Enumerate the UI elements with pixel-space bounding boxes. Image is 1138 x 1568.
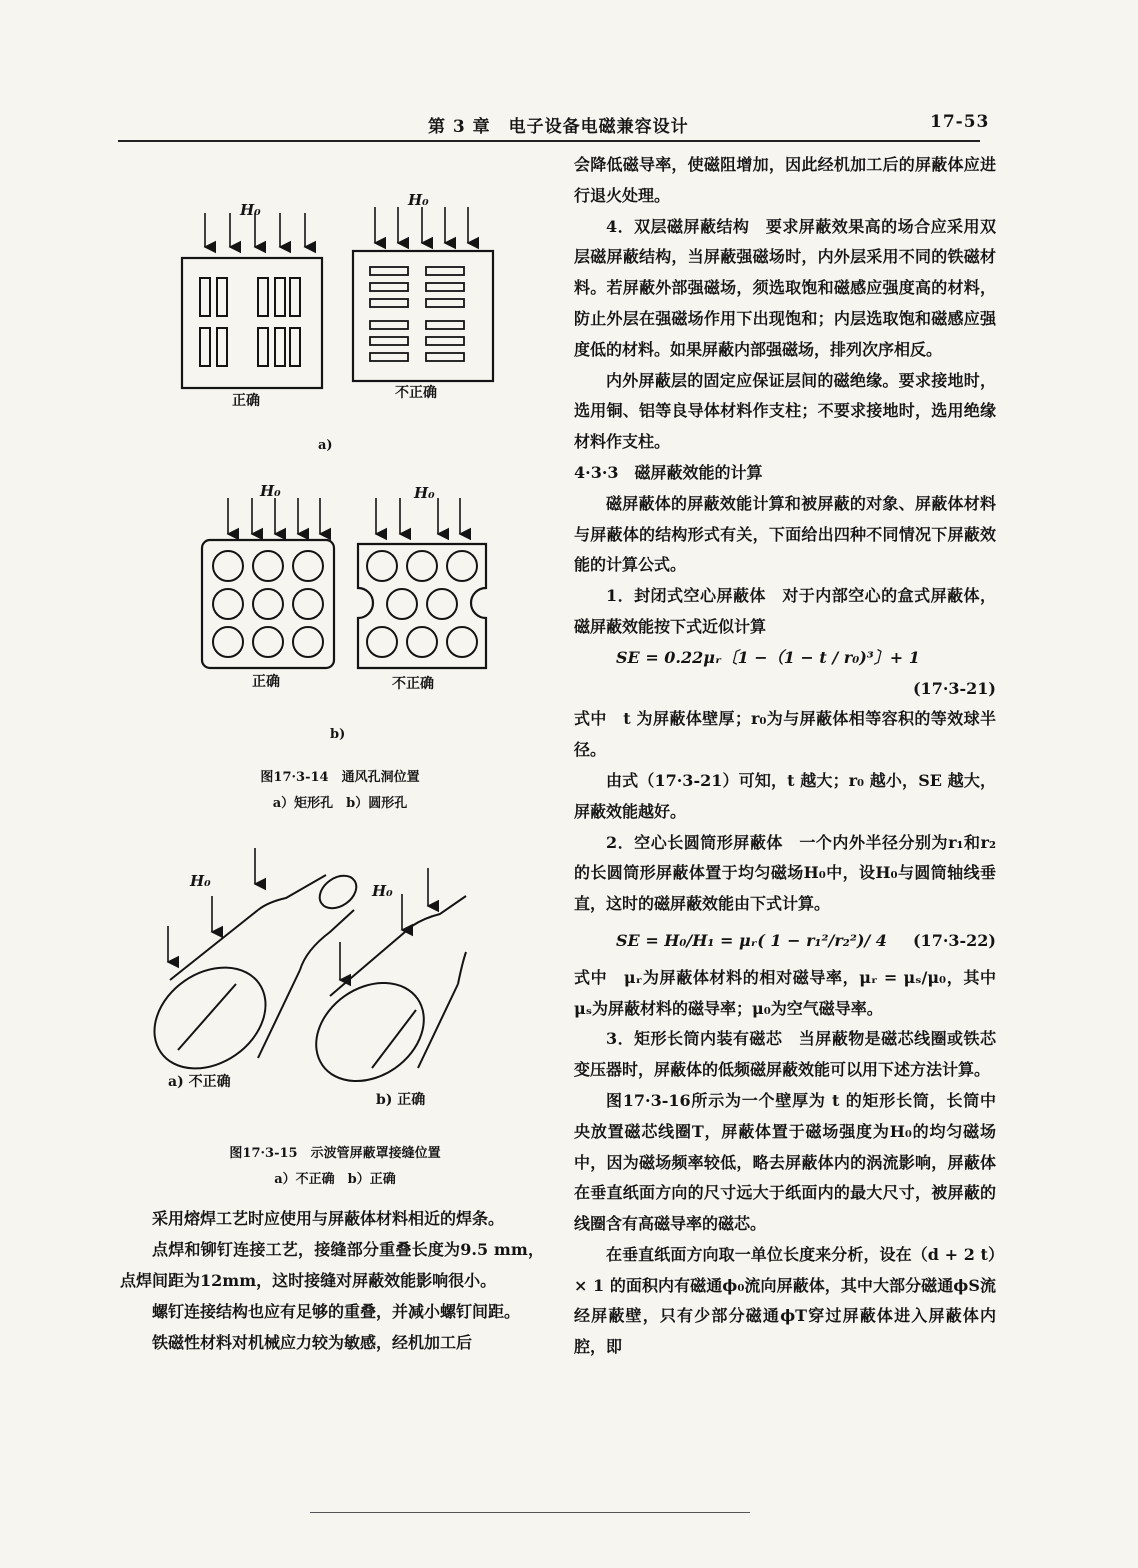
paragraph: 铁磁性材料对机械应力较为敏感，经机加工后 — [152, 1333, 473, 1352]
field-label-b-right: H₀ — [414, 484, 435, 502]
paragraph: 内外屏蔽层的固定应保证层间的磁绝缘。要求接地时，选用铜、铝等良导体材料作支柱；不要求接地时，选用绝缘材料作支柱。 — [574, 370, 996, 452]
paragraph: 螺钉连接结构也应有足够的重叠，并减小螺钉间距。 — [152, 1302, 521, 1321]
equation-17-3-21: SE = 0.22μᵣ〔1 −（1 − t / r₀)³〕+ 1 — [616, 647, 920, 667]
paragraph: 3．矩形长筒内装有磁芯 当屏蔽物是磁芯线圈或铁芯变压器时，屏蔽体的低频磁屏蔽效能可以用下述方法计算。 — [574, 1029, 996, 1080]
figure-14-caption: 图17·3-14 通风孔洞位置 — [260, 770, 420, 785]
label-incorrect-a: 不正确 — [395, 385, 437, 401]
paragraph: 点焊和铆钉连接工艺，接缝部分重叠长度为9.5 mm，点焊间距为12mm，这时接缝对屏蔽效能影响很小。 — [120, 1240, 544, 1290]
figure-14-subcaption: a）矩形孔 b）圆形孔 — [272, 796, 408, 811]
paragraph: 图17·3-16所示为一个壁厚为 t 的矩形长筒，长筒中央放置磁芯线圈T，屏蔽体置于磁场强度为H₀的均匀磁场中，因为磁场频率较低，略去屏蔽体内的涡流影响，屏蔽体在垂直纸面方向的尺寸远大于纸面内的最大尺寸，被屏蔽的线圈含有高磁导率的磁芯。 — [574, 1090, 996, 1234]
label-incorrect-b: 不正确 — [392, 676, 434, 692]
figure-14b-sublabel: b) — [330, 727, 346, 742]
field-label-a-left: H₀ — [240, 201, 261, 219]
paragraph: 2．空心长圆筒形屏蔽体 一个内外半径分别为r₁和r₂ 的长圆筒形屏蔽体置于均匀磁场H₀中，设H₀与圆筒轴线垂直，这时的磁屏蔽效能由下式计算。 — [574, 832, 996, 914]
section-heading: 4·3·3 磁屏蔽效能的计算 — [574, 462, 763, 482]
paragraph: 磁屏蔽体的屏蔽效能计算和被屏蔽的对象、屏蔽体材料与屏蔽体的结构形式有关，下面给出四种不同情况下屏蔽效能的计算公式。 — [574, 493, 996, 575]
label-correct-b: 正确 — [252, 674, 280, 690]
left-column-text — [120, 1203, 544, 1358]
label-correct-a: 正确 — [232, 393, 260, 409]
page-number: 17-53 — [930, 112, 990, 132]
equation-17-3-22: SE = H₀/H₁ = μᵣ( 1 − r₁²/r₂²)/ 4 — [616, 930, 887, 950]
chapter-header: 第 3 章 电子设备电磁兼容设计 — [428, 117, 689, 137]
field-label-b-left: H₀ — [260, 482, 281, 500]
paragraph: 在垂直纸面方向取一单位长度来分析，设在（d + 2 t）× 1 的面积内有磁通ϕ₀流向屏蔽体，其中大部分磁通ϕS流经屏蔽壁，只有少部分磁通ϕT穿过屏蔽体进入屏蔽体内腔，即 — [574, 1244, 996, 1357]
paragraph: 式中 μᵣ为屏蔽体材料的相对磁导率，μᵣ = μₛ/μ₀，其中μₛ为屏蔽材料的磁导率；μ₀为空气磁导率。 — [574, 967, 996, 1018]
label-15b: b) 正确 — [376, 1092, 426, 1108]
figure-15 — [140, 840, 470, 1120]
label-15a: a) 不正确 — [168, 1074, 231, 1090]
figure-15-caption: 图17·3-15 示波管屏蔽罩接缝位置 — [229, 1146, 441, 1161]
figure-14a-sublabel: a) — [318, 438, 333, 453]
figure-15-subcaption: a）不正确 b）正确 — [274, 1172, 396, 1187]
figure-14b — [190, 478, 520, 698]
figure-14a — [170, 185, 510, 435]
header-rule — [118, 140, 980, 142]
paragraph: 由式（17·3-21）可知，t 越大；r₀ 越小，SE 越大，屏蔽效能越好。 — [574, 770, 996, 821]
equation-number-22: (17·3-22) — [912, 930, 996, 950]
right-column-text — [574, 150, 996, 1363]
footer-rule — [310, 1512, 750, 1513]
paragraph: 式中 t 为屏蔽体壁厚；r₀为与屏蔽体相等容积的等效球半径。 — [574, 709, 996, 760]
field-label-a-right: H₀ — [408, 191, 429, 209]
field-label-15a: H₀ — [190, 872, 211, 890]
paragraph: 1．封闭式空心屏蔽体 对于内部空心的盒式屏蔽体，磁屏蔽效能按下式近似计算 — [574, 586, 996, 636]
paragraph: 4．双层磁屏蔽结构 要求屏蔽效果高的场合应采用双层磁屏蔽结构，当屏蔽强磁场时，内外层采用不同的铁磁材料。若屏蔽外部强磁场，须选取饱和磁感应强度高的材料，防止外层在强磁场作用下出现饱和；内层选取饱和磁感应强度低的材料。如果屏蔽内部强磁场，排列次序相反。 — [574, 216, 996, 359]
equation-number-21: (17·3-21) — [912, 678, 996, 698]
paragraph: 会降低磁导率，使磁阻增加，因此经机加工后的屏蔽体应进行退火处理。 — [574, 155, 996, 205]
field-label-15b: H₀ — [372, 882, 393, 900]
equation-row-22 — [574, 920, 996, 963]
paragraph: 采用熔焊工艺时应使用与屏蔽体材料相近的焊条。 — [152, 1209, 505, 1228]
